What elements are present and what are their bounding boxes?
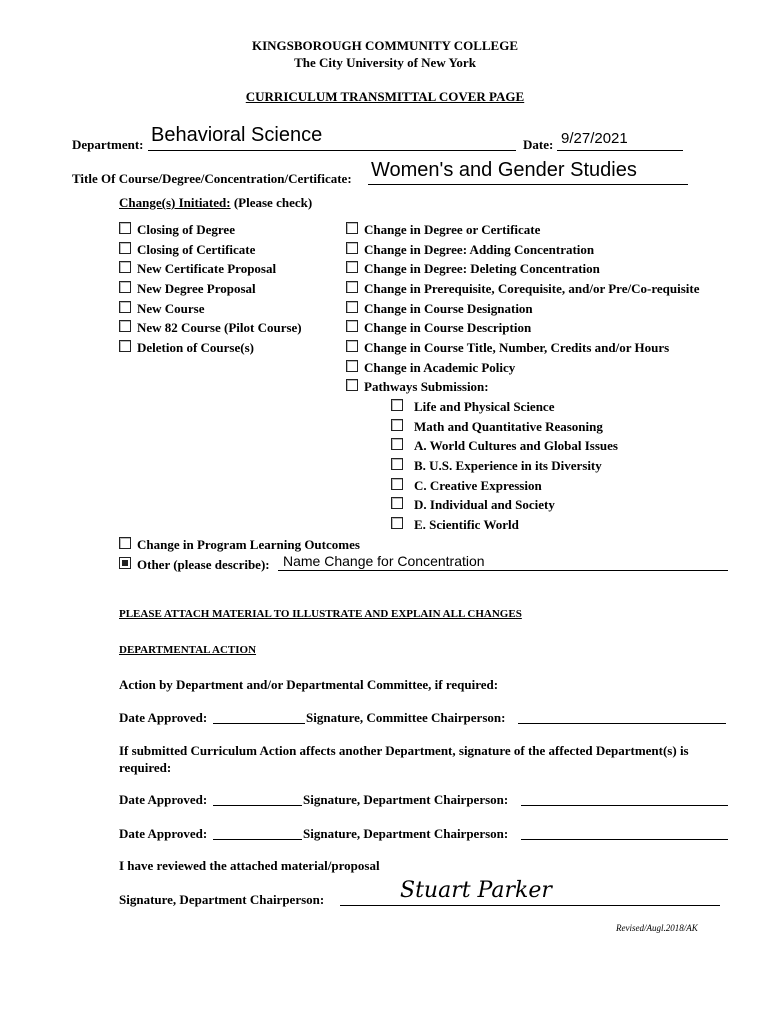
checkbox-label: Change in Academic Policy — [364, 360, 516, 375]
departmental-action-heading: DEPARTMENTAL ACTION — [119, 644, 257, 656]
final-signature-label: Signature, Department Chairperson: — [119, 892, 325, 907]
date-approved-line-dept-2[interactable] — [213, 839, 302, 840]
date-approved-label: Date Approved: — [119, 710, 208, 725]
final-signature-line — [340, 905, 720, 906]
revised-note: Revised/Augl.2018/AK — [616, 923, 698, 933]
checkbox-label: E. Scientific World — [414, 517, 519, 532]
checkbox-label: Closing of Degree — [137, 222, 235, 237]
checkbox-label: Change in Program Learning Outcomes — [137, 537, 360, 552]
checkbox-course-designation[interactable] — [346, 301, 358, 313]
checkbox-us-experience[interactable] — [391, 458, 403, 470]
affects-text-line2: required: — [119, 760, 172, 775]
checkbox-deletion-course[interactable] — [119, 340, 131, 352]
checkbox-label: B. U.S. Experience in its Diversity — [414, 458, 602, 473]
checkbox-new-degree[interactable] — [119, 281, 131, 293]
date-label: Date: — [523, 137, 554, 152]
checkbox-label: A. World Cultures and Global Issues — [414, 438, 618, 453]
checkbox-label: C. Creative Expression — [414, 478, 542, 493]
checkbox-label: New Certificate Proposal — [137, 261, 277, 276]
date-approved-label: Date Approved: — [119, 792, 208, 807]
dept-chair-signature-label: Signature, Department Chairperson: — [303, 826, 509, 841]
checkbox-other[interactable] — [119, 557, 131, 569]
checkbox-label: Change in Course Description — [364, 320, 532, 335]
dept-chair-signature-label: Signature, Department Chairperson: — [303, 792, 509, 807]
checkbox-course-description[interactable] — [346, 320, 358, 332]
changes-heading-rest: (Please check) — [233, 195, 313, 210]
checkbox-label: Deletion of Course(s) — [137, 340, 254, 355]
checkbox-label: Other (please describe): — [137, 557, 270, 572]
committee-signature-label: Signature, Committee Chairperson: — [306, 710, 506, 725]
checkbox-label: Life and Physical Science — [414, 399, 555, 414]
other-description-field[interactable]: Name Change for Concentration — [283, 553, 485, 569]
action-text: Action by Department and/or Departmental Committee, if required: — [119, 677, 499, 692]
checkbox-label: Math and Quantitative Reasoning — [414, 419, 603, 434]
title-label: Title Of Course/Degree/Concentration/Certificate: — [72, 171, 352, 186]
department-field[interactable]: Behavioral Science — [151, 124, 323, 146]
college-name: KINGSBOROUGH COMMUNITY COLLEGE — [251, 38, 519, 53]
checkbox-label: Change in Course Title, Number, Credits and/or Hours — [364, 340, 670, 355]
checkbox-new-82-course[interactable] — [119, 320, 131, 332]
title-line — [368, 184, 688, 185]
university-name: The City University of New York — [294, 55, 476, 70]
checkbox-label: Pathways Submission: — [364, 379, 489, 394]
checkbox-creative-expression[interactable] — [391, 478, 403, 490]
department-line — [148, 150, 516, 151]
checkbox-individual-society[interactable] — [391, 497, 403, 509]
checkbox-new-course[interactable] — [119, 301, 131, 313]
date-approved-label: Date Approved: — [119, 826, 208, 841]
checkbox-label: Change in Prerequisite, Corequisite, and/or Pre/Co-requisite — [364, 281, 700, 296]
checkbox-label: D. Individual and Society — [414, 497, 555, 512]
checkbox-pathways[interactable] — [346, 379, 358, 391]
checkbox-adding-concentration[interactable] — [346, 242, 358, 254]
committee-signature-line[interactable] — [518, 723, 726, 724]
handwritten-signature[interactable]: Stuart Parker — [400, 878, 552, 903]
checkbox-label: Change in Degree: Adding Concentration — [364, 242, 595, 257]
dept-chair-signature-line-1[interactable] — [521, 805, 728, 806]
checkbox-label: Change in Degree: Deleting Concentration — [364, 261, 600, 276]
checkbox-world-cultures[interactable] — [391, 438, 403, 450]
checkbox-label: New Course — [137, 301, 205, 316]
reviewed-text: I have reviewed the attached material/proposal — [119, 858, 380, 873]
checkbox-life-physical-science[interactable] — [391, 399, 403, 411]
checkbox-scientific-world[interactable] — [391, 517, 403, 529]
checkbox-course-title[interactable] — [346, 340, 358, 352]
changes-heading-underlined: Change(s) Initiated: — [119, 195, 231, 210]
date-approved-line-committee[interactable] — [213, 723, 305, 724]
checkbox-academic-policy[interactable] — [346, 360, 358, 372]
department-label: Department: — [72, 137, 144, 152]
checkbox-label: New Degree Proposal — [137, 281, 256, 296]
date-line — [557, 150, 683, 151]
checkbox-prerequisite[interactable] — [346, 281, 358, 293]
affects-text-line1: If submitted Curriculum Action affects another Department, signature of the affected Department(s) is — [119, 743, 689, 758]
checkbox-new-certificate[interactable] — [119, 261, 131, 273]
checkbox-label: New 82 Course (Pilot Course) — [137, 320, 302, 335]
checkbox-closing-degree[interactable] — [119, 222, 131, 234]
title-field[interactable]: Women's and Gender Studies — [371, 159, 637, 181]
checkbox-deleting-concentration[interactable] — [346, 261, 358, 273]
checkbox-math-quantitative[interactable] — [391, 419, 403, 431]
date-field[interactable]: 9/27/2021 — [561, 130, 628, 147]
checkbox-program-learning-outcomes[interactable] — [119, 537, 131, 549]
checkbox-change-degree-certificate[interactable] — [346, 222, 358, 234]
checkbox-label: Change in Degree or Certificate — [364, 222, 541, 237]
form-title: CURRICULUM TRANSMITTAL COVER PAGE — [245, 89, 525, 104]
other-line — [278, 570, 728, 571]
checkbox-label: Change in Course Designation — [364, 301, 533, 316]
changes-heading — [119, 195, 312, 211]
date-approved-line-dept-1[interactable] — [213, 805, 302, 806]
dept-chair-signature-line-2[interactable] — [521, 839, 728, 840]
attach-notice: PLEASE ATTACH MATERIAL TO ILLUSTRATE AND EXPLAIN ALL CHANGES — [119, 608, 522, 620]
checkbox-closing-certificate[interactable] — [119, 242, 131, 254]
checkbox-label: Closing of Certificate — [137, 242, 256, 257]
